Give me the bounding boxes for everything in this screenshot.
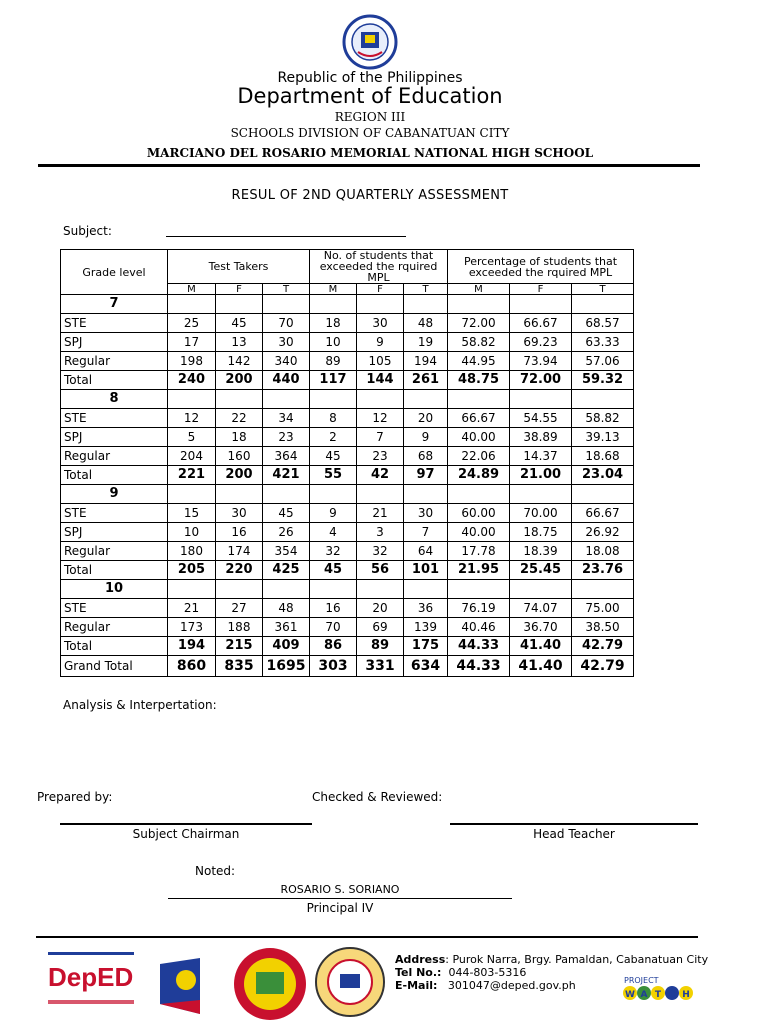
value-cell: 18.39 xyxy=(510,542,572,561)
exceeded-header: No. of students that exceeded the rquired MPL xyxy=(310,250,448,284)
total-row xyxy=(61,561,634,580)
value-cell: 174 xyxy=(216,542,263,561)
value-cell: 38.50 xyxy=(572,618,634,637)
row-label: Regular xyxy=(61,352,168,371)
value-cell: 18.68 xyxy=(572,447,634,466)
empty-cell xyxy=(310,390,357,409)
grand-total-cell: 41.40 xyxy=(510,656,572,677)
sub-header-6: M xyxy=(448,284,510,295)
table-row xyxy=(61,352,634,371)
sub-header-8: T xyxy=(572,284,634,295)
page-title: RESUL OF 2ND QUARTERLY ASSESSMENT xyxy=(231,188,509,203)
value-cell: 76.19 xyxy=(448,599,510,618)
grand-total-cell: 42.79 xyxy=(572,656,634,677)
value-cell: 48 xyxy=(263,599,310,618)
noted-label: Noted: xyxy=(195,864,236,878)
value-cell: 173 xyxy=(168,618,216,637)
checked-reviewed-label: Checked & Reviewed: xyxy=(312,790,443,804)
value-cell: 180 xyxy=(168,542,216,561)
table-row xyxy=(61,314,634,333)
value-cell: 69 xyxy=(357,618,404,637)
empty-cell xyxy=(263,390,310,409)
value-cell: 40.46 xyxy=(448,618,510,637)
value-cell: 7 xyxy=(404,523,448,542)
empty-cell xyxy=(216,485,263,504)
value-cell: 14.37 xyxy=(510,447,572,466)
empty-cell xyxy=(404,580,448,599)
head-teacher-signature-line xyxy=(450,823,698,825)
value-cell: 139 xyxy=(404,618,448,637)
value-cell: 194 xyxy=(404,352,448,371)
analysis-label: Analysis & Interpertation: xyxy=(63,698,217,712)
value-cell: 16 xyxy=(310,599,357,618)
subject-chairman-label: Subject Chairman xyxy=(132,827,240,841)
empty-cell xyxy=(404,485,448,504)
empty-cell xyxy=(448,485,510,504)
grade-label: 7 xyxy=(61,295,168,314)
empty-cell xyxy=(510,295,572,314)
value-cell: 42 xyxy=(357,466,404,485)
value-cell: 101 xyxy=(404,561,448,580)
value-cell: 38.89 xyxy=(510,428,572,447)
value-cell: 16 xyxy=(216,523,263,542)
empty-cell xyxy=(357,390,404,409)
empty-cell xyxy=(310,295,357,314)
empty-cell xyxy=(357,485,404,504)
subject-blank xyxy=(166,236,406,237)
row-label: SPJ xyxy=(61,428,168,447)
value-cell: 73.94 xyxy=(510,352,572,371)
row-label: STE xyxy=(61,409,168,428)
value-cell: 18.08 xyxy=(572,542,634,561)
value-cell: 64 xyxy=(404,542,448,561)
empty-cell xyxy=(216,295,263,314)
principal-name: ROSARIO S. SORIANO xyxy=(280,883,400,896)
empty-cell xyxy=(310,485,357,504)
value-cell: 421 xyxy=(263,466,310,485)
footer-divider xyxy=(36,936,698,938)
grade-row xyxy=(61,390,634,409)
value-cell: 63.33 xyxy=(572,333,634,352)
value-cell: 175 xyxy=(404,637,448,656)
value-cell: 89 xyxy=(310,352,357,371)
table-row xyxy=(61,447,634,466)
value-cell: 24.89 xyxy=(448,466,510,485)
row-label: Regular xyxy=(61,618,168,637)
empty-cell xyxy=(448,580,510,599)
value-cell: 12 xyxy=(357,409,404,428)
value-cell: 86 xyxy=(310,637,357,656)
value-cell: 30 xyxy=(357,314,404,333)
empty-cell xyxy=(510,485,572,504)
value-cell: 72.00 xyxy=(448,314,510,333)
project-watch-logo xyxy=(622,972,696,1002)
value-cell: 105 xyxy=(357,352,404,371)
row-label: Total xyxy=(61,637,168,656)
watch-letter: H xyxy=(682,990,690,1000)
value-cell: 42.79 xyxy=(572,637,634,656)
value-cell: 25.45 xyxy=(510,561,572,580)
sub-header-5: T xyxy=(404,284,448,295)
grade-label: 9 xyxy=(61,485,168,504)
sub-header-4: F xyxy=(357,284,404,295)
value-cell: 20 xyxy=(404,409,448,428)
value-cell: 66.67 xyxy=(510,314,572,333)
grade-label: 8 xyxy=(61,390,168,409)
value-cell: 17 xyxy=(168,333,216,352)
value-cell: 425 xyxy=(263,561,310,580)
value-cell: 57.06 xyxy=(572,352,634,371)
value-cell: 30 xyxy=(404,504,448,523)
email-label: E-Mail: xyxy=(395,979,438,992)
grand-total-cell: 835 xyxy=(216,656,263,677)
value-cell: 45 xyxy=(216,314,263,333)
grand-total-cell: 331 xyxy=(357,656,404,677)
watch-letter: T xyxy=(654,990,662,1000)
tel-value: 044-803-5316 xyxy=(448,966,527,979)
value-cell: 12 xyxy=(168,409,216,428)
empty-cell xyxy=(510,390,572,409)
deped-logo-text: DepED xyxy=(48,962,134,992)
sub-header-0: M xyxy=(168,284,216,295)
value-cell: 17.78 xyxy=(448,542,510,561)
chairman-signature-line xyxy=(60,823,312,825)
value-cell: 144 xyxy=(357,371,404,390)
value-cell: 240 xyxy=(168,371,216,390)
grade-row xyxy=(61,485,634,504)
results-table xyxy=(60,249,634,677)
tel-label: Tel No.: xyxy=(395,966,442,979)
empty-cell xyxy=(168,580,216,599)
empty-cell xyxy=(572,295,634,314)
value-cell: 45 xyxy=(310,447,357,466)
value-cell: 21 xyxy=(168,599,216,618)
school-seals xyxy=(160,944,390,1024)
sub-header-1: F xyxy=(216,284,263,295)
value-cell: 221 xyxy=(168,466,216,485)
value-cell: 198 xyxy=(168,352,216,371)
value-cell: 9 xyxy=(310,504,357,523)
value-cell: 30 xyxy=(263,333,310,352)
value-cell: 48 xyxy=(404,314,448,333)
value-cell: 3 xyxy=(357,523,404,542)
value-cell: 70.00 xyxy=(510,504,572,523)
test-takers-header: Test Takers xyxy=(168,250,310,284)
value-cell: 89 xyxy=(357,637,404,656)
value-cell: 361 xyxy=(263,618,310,637)
empty-cell xyxy=(404,390,448,409)
value-cell: 2 xyxy=(310,428,357,447)
value-cell: 59.32 xyxy=(572,371,634,390)
value-cell: 15 xyxy=(168,504,216,523)
sub-header-2: T xyxy=(263,284,310,295)
value-cell: 34 xyxy=(263,409,310,428)
value-cell: 22 xyxy=(216,409,263,428)
value-cell: 66.67 xyxy=(572,504,634,523)
table-row xyxy=(61,618,634,637)
value-cell: 340 xyxy=(263,352,310,371)
value-cell: 200 xyxy=(216,371,263,390)
value-cell: 205 xyxy=(168,561,216,580)
value-cell: 70 xyxy=(310,618,357,637)
value-cell: 9 xyxy=(404,428,448,447)
value-cell: 188 xyxy=(216,618,263,637)
value-cell: 45 xyxy=(310,561,357,580)
value-cell: 21 xyxy=(357,504,404,523)
value-cell: 204 xyxy=(168,447,216,466)
value-cell: 58.82 xyxy=(572,409,634,428)
row-label: Total xyxy=(61,561,168,580)
value-cell: 54.55 xyxy=(510,409,572,428)
total-row xyxy=(61,637,634,656)
empty-cell xyxy=(310,580,357,599)
region-heading: REGION III xyxy=(334,110,406,124)
address-label: Address xyxy=(395,953,446,966)
department-heading: Department of Education xyxy=(237,84,503,108)
value-cell: 27 xyxy=(216,599,263,618)
value-cell: 18 xyxy=(216,428,263,447)
value-cell: 160 xyxy=(216,447,263,466)
watch-letter: A xyxy=(640,990,648,1000)
empty-cell xyxy=(263,485,310,504)
grade-row xyxy=(61,580,634,599)
deped-logo xyxy=(48,952,138,1024)
empty-cell xyxy=(263,295,310,314)
value-cell: 58.82 xyxy=(448,333,510,352)
empty-cell xyxy=(510,580,572,599)
watch-letter: C xyxy=(668,990,676,1000)
value-cell: 70 xyxy=(263,314,310,333)
project-label: PROJECT xyxy=(624,976,659,985)
value-cell: 200 xyxy=(216,466,263,485)
value-cell: 68 xyxy=(404,447,448,466)
row-label: SPJ xyxy=(61,333,168,352)
empty-cell xyxy=(404,295,448,314)
value-cell: 142 xyxy=(216,352,263,371)
value-cell: 48.75 xyxy=(448,371,510,390)
grade-level-header: Grade level xyxy=(61,250,168,295)
header-divider xyxy=(38,164,700,167)
empty-cell xyxy=(572,485,634,504)
sub-header-7: F xyxy=(510,284,572,295)
table-row xyxy=(61,428,634,447)
value-cell: 364 xyxy=(263,447,310,466)
value-cell: 440 xyxy=(263,371,310,390)
value-cell: 40.00 xyxy=(448,523,510,542)
grand-total-cell: 44.33 xyxy=(448,656,510,677)
school-heading: MARCIANO DEL ROSARIO MEMORIAL NATIONAL HIGH SCHOOL xyxy=(146,146,594,160)
total-row xyxy=(61,371,634,390)
value-cell: 21.95 xyxy=(448,561,510,580)
value-cell: 9 xyxy=(357,333,404,352)
empty-cell xyxy=(572,580,634,599)
value-cell: 26.92 xyxy=(572,523,634,542)
grand-total-cell: 303 xyxy=(310,656,357,677)
address-value: : Purok Narra, Brgy. Pamaldan, Cabanatuan City xyxy=(445,953,709,966)
value-cell: 22.06 xyxy=(448,447,510,466)
table-row xyxy=(61,504,634,523)
grand-total-cell: 1695 xyxy=(263,656,310,677)
subject-label: Subject: xyxy=(63,224,112,238)
principal-signature-line xyxy=(168,898,512,899)
value-cell: 409 xyxy=(263,637,310,656)
head-teacher-label: Head Teacher xyxy=(533,827,615,841)
table-row xyxy=(61,333,634,352)
republic-heading: Republic of the Philippines xyxy=(277,70,463,86)
principal-title: Principal IV xyxy=(306,901,374,915)
value-cell: 44.95 xyxy=(448,352,510,371)
division-heading: SCHOOLS DIVISION OF CABANATUAN CITY xyxy=(230,126,510,140)
empty-cell xyxy=(448,295,510,314)
value-cell: 220 xyxy=(216,561,263,580)
value-cell: 5 xyxy=(168,428,216,447)
prepared-by-label: Prepared by: xyxy=(37,790,113,804)
row-label: STE xyxy=(61,599,168,618)
value-cell: 36 xyxy=(404,599,448,618)
email-value: 301047@deped.gov.ph xyxy=(447,979,576,992)
grand-total-row xyxy=(61,656,634,677)
value-cell: 215 xyxy=(216,637,263,656)
empty-cell xyxy=(168,485,216,504)
value-cell: 26 xyxy=(263,523,310,542)
table-row xyxy=(61,542,634,561)
value-cell: 23.04 xyxy=(572,466,634,485)
empty-cell xyxy=(448,390,510,409)
grand-total-cell: 860 xyxy=(168,656,216,677)
row-label: Total xyxy=(61,466,168,485)
row-label: Regular xyxy=(61,447,168,466)
value-cell: 36.70 xyxy=(510,618,572,637)
total-row xyxy=(61,466,634,485)
empty-cell xyxy=(216,390,263,409)
value-cell: 4 xyxy=(310,523,357,542)
value-cell: 25 xyxy=(168,314,216,333)
grade-row xyxy=(61,295,634,314)
table-row xyxy=(61,409,634,428)
watch-letter: W xyxy=(625,990,635,1000)
empty-cell xyxy=(168,390,216,409)
value-cell: 56 xyxy=(357,561,404,580)
value-cell: 23 xyxy=(357,447,404,466)
value-cell: 261 xyxy=(404,371,448,390)
grade-label: 10 xyxy=(61,580,168,599)
value-cell: 74.07 xyxy=(510,599,572,618)
value-cell: 7 xyxy=(357,428,404,447)
empty-cell xyxy=(216,580,263,599)
value-cell: 10 xyxy=(310,333,357,352)
value-cell: 75.00 xyxy=(572,599,634,618)
row-label: SPJ xyxy=(61,523,168,542)
empty-cell xyxy=(357,295,404,314)
value-cell: 13 xyxy=(216,333,263,352)
value-cell: 97 xyxy=(404,466,448,485)
value-cell: 23 xyxy=(263,428,310,447)
value-cell: 39.13 xyxy=(572,428,634,447)
value-cell: 194 xyxy=(168,637,216,656)
empty-cell xyxy=(572,390,634,409)
empty-cell xyxy=(263,580,310,599)
grand-total-cell: 634 xyxy=(404,656,448,677)
value-cell: 354 xyxy=(263,542,310,561)
value-cell: 10 xyxy=(168,523,216,542)
table-row xyxy=(61,599,634,618)
percentage-header: Percentage of students that exceeded the rquired MPL xyxy=(448,250,634,284)
row-label: STE xyxy=(61,504,168,523)
value-cell: 19 xyxy=(404,333,448,352)
value-cell: 40.00 xyxy=(448,428,510,447)
row-label: STE xyxy=(61,314,168,333)
value-cell: 30 xyxy=(216,504,263,523)
table-row xyxy=(61,523,634,542)
empty-cell xyxy=(357,580,404,599)
empty-cell xyxy=(168,295,216,314)
value-cell: 45 xyxy=(263,504,310,523)
deped-seal xyxy=(330,14,410,70)
value-cell: 117 xyxy=(310,371,357,390)
value-cell: 23.76 xyxy=(572,561,634,580)
value-cell: 32 xyxy=(310,542,357,561)
value-cell: 18.75 xyxy=(510,523,572,542)
value-cell: 66.67 xyxy=(448,409,510,428)
value-cell: 55 xyxy=(310,466,357,485)
value-cell: 60.00 xyxy=(448,504,510,523)
value-cell: 20 xyxy=(357,599,404,618)
grand-total-label: Grand Total xyxy=(61,656,168,677)
value-cell: 8 xyxy=(310,409,357,428)
row-label: Total xyxy=(61,371,168,390)
value-cell: 69.23 xyxy=(510,333,572,352)
value-cell: 68.57 xyxy=(572,314,634,333)
value-cell: 21.00 xyxy=(510,466,572,485)
row-label: Regular xyxy=(61,542,168,561)
value-cell: 41.40 xyxy=(510,637,572,656)
value-cell: 44.33 xyxy=(448,637,510,656)
value-cell: 32 xyxy=(357,542,404,561)
value-cell: 18 xyxy=(310,314,357,333)
value-cell: 72.00 xyxy=(510,371,572,390)
sub-header-3: M xyxy=(310,284,357,295)
